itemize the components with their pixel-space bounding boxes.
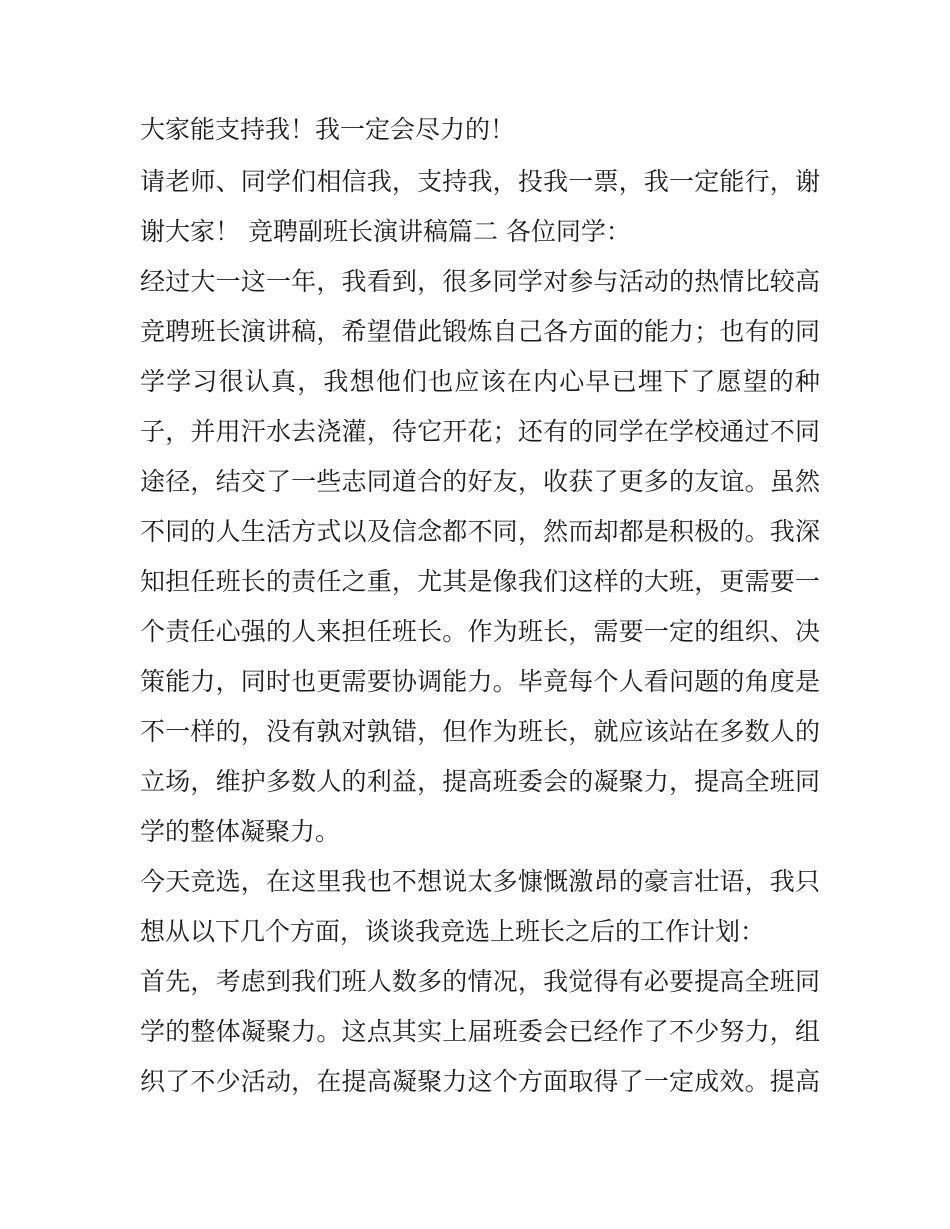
text-line: 学的整体凝聚力。 [140, 817, 341, 846]
text-line: 个责任心强的人来担任班长。作为班长，需要一定的组织、决 [140, 617, 820, 646]
text-line: 不一样的，没有孰对孰错，但作为班长，就应该站在多数人的 [140, 717, 820, 746]
text-line: 策能力，同时也更需要协调能力。毕竟每个人看问题的角度是 [140, 667, 820, 696]
text-line: 谢大家！ 竞聘副班长演讲稿篇二 各位同学： [140, 217, 631, 246]
text-line: 请老师、同学们相信我，支持我，投我一票，我一定能行，谢 [140, 167, 820, 196]
text-line: 想从以下几个方面，谈谈我竞选上班长之后的工作计划： [140, 917, 766, 946]
text-line: 首先，考虑到我们班人数多的情况，我觉得有必要提高全班同 [140, 967, 820, 996]
text-line: 子，并用汗水去浇灌，待它开花；还有的同学在学校通过不同 [140, 417, 820, 446]
text-line: 途径，结交了一些志同道合的好友，收获了更多的友谊。虽然 [140, 467, 820, 496]
text-line: 学的整体凝聚力。这点其实上届班委会已经作了不少努力，组 [140, 1017, 820, 1046]
text-line: 织了不少活动，在提高凝聚力这个方面取得了一定成效。提高 [140, 1067, 820, 1096]
text-line: 学学习很认真，我想他们也应该在内心早已埋下了愿望的种 [140, 367, 820, 396]
text-line: 今天竞选，在这里我也不想说太多慷慨激昂的豪言壮语，我只 [140, 867, 820, 896]
text-line: 立场，维护多数人的利益，提高班委会的凝聚力，提高全班同 [140, 767, 820, 796]
text-line: 不同的人生活方式以及信念都不同，然而却都是积极的。我深 [140, 517, 820, 546]
text-line: 竞聘班长演讲稿，希望借此锻炼自己各方面的能力；也有的同 [140, 317, 820, 346]
text-line: 经过大一这一年，我看到，很多同学对参与活动的热情比较高 [140, 267, 820, 296]
text-line: 知担任班长的责任之重，尤其是像我们这样的大班，更需要一 [140, 567, 820, 596]
text-line: 大家能支持我！我一定会尽力的！ [140, 115, 516, 144]
